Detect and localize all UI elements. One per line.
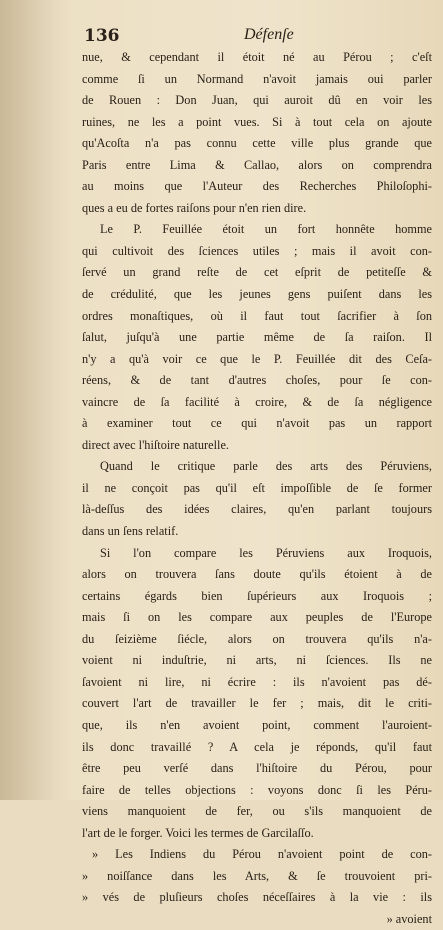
text-line: nue, & cependant il étoit né au Pérou ; c'eſt xyxy=(82,50,432,64)
body-text xyxy=(82,47,432,930)
text-line: ques a eu de fortes raiſons pour n'en rien dire. xyxy=(82,200,307,215)
text-line: Quand le critique parle des arts des Péruviens, xyxy=(100,459,432,474)
text-line: comme ſi un Normand n'avoit jamais oui parler xyxy=(82,71,432,86)
text-line: de crédulité, que les jeunes gens puiſent dans les xyxy=(82,287,432,302)
text-line: ruines, ne les a point vues. Si à tout cela on ajoute xyxy=(82,114,432,129)
text-line: faire de telles objections : voyons donc ſi les Péru- xyxy=(82,782,432,797)
text-line: » noiſſance dans les Arts, & ſe trouvoient pri- xyxy=(82,868,432,883)
text-line: là-deſſus des idées claires, qu'en parlant toujours xyxy=(82,502,432,517)
text-line: » Les Indiens du Pérou n'avoient point de con- xyxy=(92,847,432,862)
text-line: mais ſi on les compare aux peuples de l'Europe xyxy=(82,610,432,625)
text-line: ſavoient ni lire, ni écrire : ils n'avoient pas dé- xyxy=(82,674,432,689)
spine-shadow xyxy=(0,0,70,800)
text-line: que, ils n'en avoient point, comment l'auroient- xyxy=(82,717,432,732)
text-line: réens, & de tant d'autres choſes, pour ſe con- xyxy=(82,373,432,388)
text-line: il ne conçoit pas qu'il eſt impoſſible de ſe former xyxy=(82,480,432,495)
text-line: Si l'on compare les Péruviens aux Iroquois, xyxy=(100,545,432,560)
text-line: certains égards bien ſupérieurs aux Iroquois ; xyxy=(82,588,432,603)
catchword: » avoient xyxy=(386,911,432,926)
text-line: direct avec l'hiſtoire naturelle. xyxy=(82,437,229,452)
text-line: alors on trouvera ſans doute qu'ils étoient à de xyxy=(82,567,432,582)
text-line: vaincre de ſa facilité à croire, & de ſa négligence xyxy=(82,394,432,409)
text-line: qu'Acoſta n'a pas connu cette ville plus grande que xyxy=(82,136,432,151)
text-line: l'art de le forger. Voici les termes de Garcilaſſo. xyxy=(82,825,314,840)
page-header xyxy=(84,26,424,46)
text-line: de Rouen : Don Juan, qui auroit dû en voir les xyxy=(82,93,432,108)
text-line: ils donc travaillé ? A cela je réponds, qu'il faut xyxy=(82,739,432,754)
text-line: au moins que l'Auteur des Recherches Philoſophi- xyxy=(82,179,432,194)
text-line: être peu verſé dans l'hiſtoire du Pérou, pour xyxy=(82,761,432,776)
text-line: qui cultivoit des ſciences utiles ; mais il avoit con- xyxy=(82,243,432,258)
text-line: viens manquoient de fer, ou s'ils manquoient de xyxy=(82,804,432,819)
text-line: ſervé un grand reſte de cet eſprit de petiteſſe & xyxy=(82,265,432,280)
text-line: à examiner tout ce qui n'avoit pas un rapport xyxy=(82,416,432,431)
text-line: Paris entre Lima & Callao, alors on comprendra xyxy=(82,157,432,172)
text-line: du ſeizième ſiécle, alors on trouvera qu'ils n'a- xyxy=(82,631,432,646)
text-line: voient ni induſtrie, ni arts, ni ſciences. Ils ne xyxy=(82,653,432,668)
text-line: dans un ſens relatif. xyxy=(82,524,179,539)
text-line: ordres monaſtiques, où il faut tout ſacrifier à ſon xyxy=(82,308,432,323)
text-line: n'y a qu'à voir ce que le P. Feuillée dit des Ceſa- xyxy=(82,351,432,366)
text-line: couvert l'art de travailler le fer ; mais, dit le criti- xyxy=(82,696,432,711)
running-title: Défenſe xyxy=(244,26,294,43)
text-line: ſalut, juſqu'à une partie même de ſa raiſon. Il xyxy=(82,330,432,345)
page-number: 136 xyxy=(84,26,120,46)
text-line: » vés de pluſieurs choſes néceſſaires à la vie : ils xyxy=(82,890,432,905)
text-line: Le P. Feuillée étoit un fort honnête homme xyxy=(100,222,432,237)
